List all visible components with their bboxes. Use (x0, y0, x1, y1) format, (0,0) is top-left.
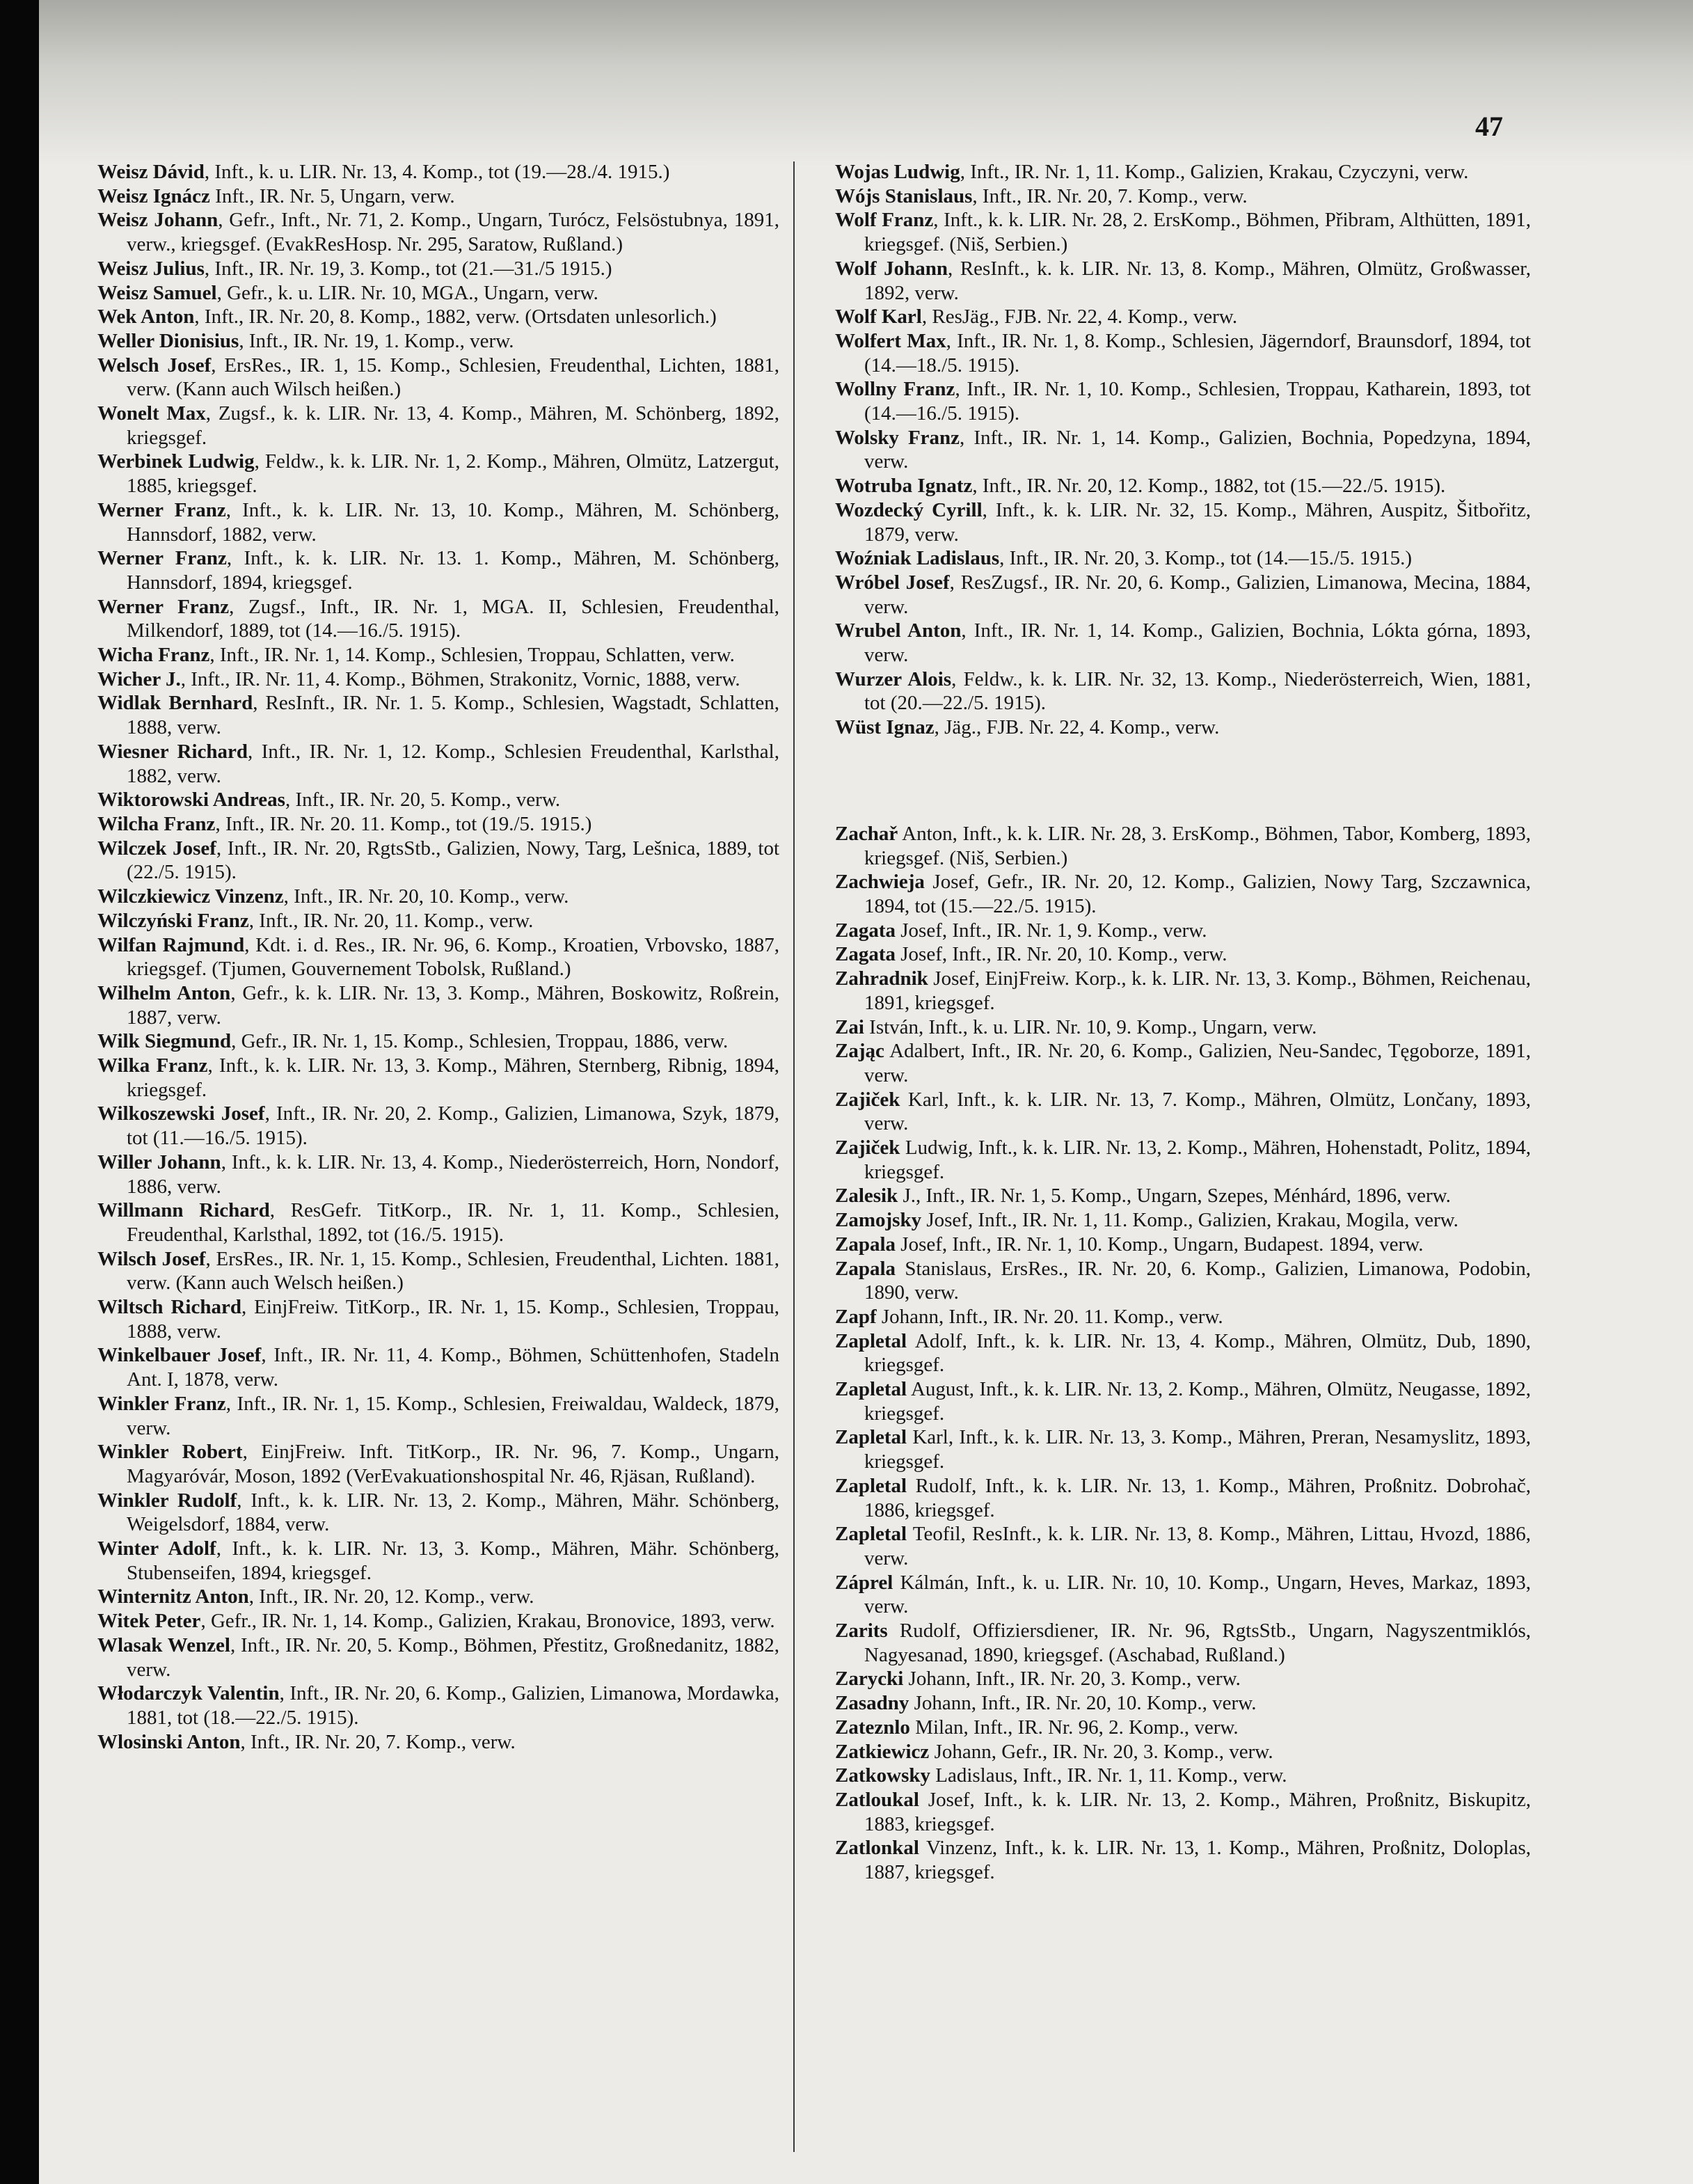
entry-name: Wilsch Josef (97, 1247, 206, 1270)
entry-details: Johann, Gefr., IR. Nr. 20, 3. Komp., verw. (929, 1740, 1273, 1763)
entry-details: , Inft., k. k. LIR. Nr. 13, 3. Komp., Mähren, Mähr. Schönberg, Stubenseifen, 1894, kriegsgef. (127, 1537, 779, 1584)
register-entry (97, 281, 779, 306)
entry-name: Zatlonkal (835, 1837, 919, 1860)
register-entry (97, 1681, 779, 1730)
entry-name: Woźniak Ladislaus (835, 547, 1000, 570)
entry-details: Rudolf, Offiziersdiener, IR. Nr. 96, RgtsStb., Ungarn, Nagyszentmiklós, Nagyesanad, 1890, kriegsgef. (Aschabad, Rußland.) (864, 1620, 1531, 1666)
entry-details: , Inft., IR. Nr. 1, 14. Komp., Galizien, Bochnia, Lókta górna, 1893, verw. (864, 619, 1532, 667)
entry-details: Rudolf, Inft., k. k. LIR. Nr. 13, 1. Komp., Mähren, Proßnitz. Dobrohač, 1886, kriegsgef. (864, 1474, 1531, 1521)
entry-details: , ResZugsf., IR. Nr. 20, 6. Komp., Galizien, Limanowa, Mecina, 1884, verw. (864, 571, 1531, 618)
entry-name: Werner Franz (97, 498, 226, 521)
register-entry (835, 546, 1531, 571)
register-entry (97, 1585, 779, 1609)
register-entry (835, 1425, 1531, 1473)
register-entry (97, 546, 779, 594)
entry-details: , Zugsf., k. k. LIR. Nr. 13, 4. Komp., Mähren, M. Schönberg, 1892, kriegsgef. (127, 402, 779, 449)
entry-details: , Inft., IR. Nr. 20, 7. Komp., verw. (972, 184, 1248, 207)
entry-details: , Inft., IR. Nr. 1, 10. Komp., Schlesien, Troppau, Katharein, 1893, tot (14.—16./5. 1915). (864, 378, 1531, 425)
entry-details: , ErsRes., IR. Nr. 1, 15. Komp., Schlesien, Freudenthal, Lichten. 1881, verw. (Kann auch Welsch heißen.) (127, 1247, 779, 1295)
entry-name: Weisz Dávid (97, 161, 205, 183)
register-entry (97, 1295, 779, 1343)
entry-name: Wilczek Josef (97, 837, 216, 860)
register-entry (835, 1474, 1531, 1522)
register-entry (97, 740, 779, 788)
entry-details: Vinzenz, Inft., k. k. LIR. Nr. 13, 1. Komp., Mähren, Proßnitz, Doloplas, 1887, kriegsgef. (864, 1837, 1531, 1884)
register-entry (97, 1029, 779, 1054)
entry-details: Josef, Inft., k. k. LIR. Nr. 13, 2. Komp., Mähren, Proßnitz, Biskupitz, 1883, kriegsgef. (864, 1789, 1531, 1835)
entry-details: , ErsRes., IR. 1, 15. Komp., Schlesien, Freudenthal, Lichten, 1881, verw. (Kann auch Wilsch heißen.) (127, 354, 779, 401)
register-entry (835, 1691, 1531, 1716)
register-entry (97, 837, 779, 885)
entry-details: , Kdt. i. d. Res., IR. Nr. 96, 6. Komp., Kroatien, Vrbovsko, 1887, kriegsgef. (Tjumen, Gouvernement Tobolsk, Rußland.) (127, 933, 779, 981)
entry-details: , Inft., IR. Nr. 1, 14. Komp., Schlesien, Troppau, Schlatten, verw. (209, 644, 735, 667)
column-divider (793, 161, 795, 2152)
register-entry (97, 667, 779, 692)
register-entry (835, 377, 1531, 425)
entry-details: , Inft., IR. Nr. 1, 15. Komp., Schlesien, Freiwaldau, Waldeck, 1879, verw. (127, 1392, 780, 1439)
entry-details: , Inft., k. k. LIR. Nr. 28, 2. ErsKomp., Böhmen, Přibram, Althütten, 1891, kriegsgef. (Niš, Serbien.) (864, 209, 1532, 256)
entry-name: Wlasak Wenzel (97, 1633, 230, 1656)
entry-name: Wolfert Max (835, 329, 946, 352)
register-entry (835, 822, 1531, 870)
entry-name: Wolf Franz (835, 209, 934, 232)
entry-name: Wolf Karl (835, 306, 922, 329)
entry-name: Weisz Ignácz (97, 184, 210, 207)
entry-name: Zachař (835, 822, 898, 845)
entry-details: , Inft., IR. Nr. 20, 11. Komp., verw. (248, 909, 534, 932)
register-entry (835, 619, 1531, 667)
entry-details: , Gefr., IR. Nr. 1, 14. Komp., Galizien, Krakau, Bronovice, 1893, verw. (200, 1610, 775, 1633)
entry-name: Werner Franz (97, 595, 230, 618)
entry-details: , Inft., IR. Nr. 1, 14. Komp., Galizien, Bochnia, Popedzyna, 1894, verw. (864, 426, 1531, 473)
entry-details: , Inft., IR. Nr. 20, 12. Komp., verw. (248, 1585, 534, 1608)
entry-name: Wilczkiewicz Vinzenz (97, 885, 284, 908)
register-entry (835, 1377, 1531, 1425)
entry-details: Johann, Inft., IR. Nr. 20, 10. Komp., verw. (909, 1692, 1257, 1715)
entry-details: , Inft., IR. Nr. 20, 3. Komp., tot (14.—15./5. 1915.) (999, 547, 1412, 570)
entry-details: , Inft., IR. Nr. 1, 11. Komp., Galizien, Krakau, Czyczyni, verw. (960, 161, 1469, 183)
entry-name: Werbinek Ludwig (97, 450, 255, 473)
entry-details: , ResJäg., FJB. Nr. 22, 4. Komp., verw. (921, 306, 1238, 329)
register-entry (835, 426, 1531, 474)
register-entry (97, 1343, 779, 1391)
entry-name: Wilczyński Franz (97, 909, 249, 932)
entry-details: , Inft., IR. Nr. 20, 12. Komp., 1882, tot (15.—22./5. 1915). (972, 475, 1446, 498)
register-entry (835, 329, 1531, 377)
entry-details: Ladislaus, Inft., IR. Nr. 1, 11. Komp., verw. (930, 1764, 1287, 1787)
entry-name: Widlak Bernhard (97, 692, 253, 715)
register-entry (97, 402, 779, 450)
scan-left-edge (0, 0, 39, 2184)
entry-name: Zarycki (835, 1668, 904, 1691)
entry-details: , Inft., IR. Nr. 20, 5. Komp., verw. (285, 789, 561, 812)
entry-name: Zając (835, 1040, 884, 1063)
entry-details: , Inft., IR. Nr. 20, 5. Komp., Böhmen, Přestitz, Großnedanitz, 1882, verw. (127, 1633, 779, 1681)
entry-details: , Inft., k. k. LIR. Nr. 13, 2. Komp., Mähren, Mähr. Schönberg, Weigelsdorf, 1884, verw. (127, 1489, 779, 1536)
entry-name: Zachwieja (835, 871, 925, 894)
entry-name: Wüst Ignaz (835, 716, 935, 739)
entry-name: Zamojsky (835, 1209, 922, 1232)
entry-details: J., Inft., IR. Nr. 1, 5. Komp., Ungarn, Szepes, Ménhárd, 1896, verw. (898, 1185, 1451, 1208)
entry-name: Włodarczyk Valentin (97, 1682, 280, 1705)
entry-name: Winkelbauer Josef (97, 1344, 262, 1367)
register-entry (835, 257, 1531, 305)
section-gap (835, 740, 1531, 822)
entry-details: , Inft., IR. Nr. 11, 4. Komp., Böhmen, Schüttenhofen, Stadeln Ant. I, 1878, verw. (127, 1344, 779, 1391)
left-column (97, 160, 779, 1754)
entry-name: Wiltsch Richard (97, 1296, 241, 1319)
entry-name: Weller Dionisius (97, 329, 239, 352)
entry-details: Adolf, Inft., k. k. LIR. Nr. 13, 4. Komp., Mähren, Olmütz, Dub, 1890, kriegsgef. (864, 1329, 1531, 1377)
entry-details: August, Inft., k. k. LIR. Nr. 13, 2. Komp., Mähren, Olmütz, Neugasse, 1892, kriegsgef. (864, 1378, 1531, 1425)
register-entry (97, 981, 779, 1029)
register-entry (97, 498, 779, 546)
entry-details: , Inft., IR. Nr. 20, 7. Komp., verw. (240, 1730, 516, 1753)
entry-details: , Inft., k. u. LIR. Nr. 13, 4. Komp., tot (19.—28./4. 1915.) (204, 161, 670, 183)
register-entry (835, 1571, 1531, 1619)
entry-details: , Gefr., Inft., Nr. 71, 2. Komp., Ungarn, Turócz, Felsöstubnya, 1891, verw., kriegsgef. (EvakResHosp. Nr. 295, Saratow, Rußland.) (127, 209, 779, 256)
entry-details: Teofil, ResInft., k. k. LIR. Nr. 13, 8. Komp., Mähren, Littau, Hvozd, 1886, verw. (864, 1523, 1531, 1569)
entry-name: Zagata (835, 919, 896, 942)
entry-name: Willmann Richard (97, 1199, 270, 1222)
entry-name: Weisz Julius (97, 257, 205, 280)
register-entry (835, 498, 1531, 546)
entry-details: , Inft., k. k. LIR. Nr. 32, 15. Komp., Mähren, Auspitz, Šitbořitz, 1879, verw. (864, 498, 1531, 546)
register-entry (835, 1667, 1531, 1691)
register-entry (97, 1489, 779, 1537)
entry-name: Wróbel Josef (835, 571, 950, 594)
entry-name: Willer Johann (97, 1150, 221, 1173)
entry-name: Zapletal (835, 1523, 907, 1546)
register-entry (835, 1257, 1531, 1305)
entry-details: , Inft., k. k. LIR. Nr. 13, 3. Komp., Mähren, Sternberg, Ribnig, 1894, kriegsgef. (127, 1054, 779, 1101)
register-entry (835, 160, 1531, 184)
entry-name: Zasadny (835, 1692, 909, 1715)
entry-name: Weisz Johann (97, 209, 218, 232)
register-entry (835, 919, 1531, 943)
entry-details: , Inft., IR. Nr. 19, 1. Komp., verw. (239, 329, 514, 352)
entry-name: Wollny Franz (835, 378, 955, 401)
register-entry (97, 788, 779, 812)
register-entry (97, 885, 779, 909)
entry-name: Werner Franz (97, 547, 227, 570)
register-entry (835, 1136, 1531, 1184)
entry-details: , Inft., IR. Nr. 20, 8. Komp., 1882, verw. (Ortsdaten unlesorlich.) (194, 306, 717, 329)
entry-name: Zatloukal (835, 1789, 919, 1811)
entry-name: Wotruba Ignatz (835, 475, 973, 498)
entry-name: Wilkoszewski Josef (97, 1102, 265, 1125)
entry-name: Zai (835, 1015, 864, 1038)
entry-details: , Gefr., k. k. LIR. Nr. 13, 3. Komp., Mähren, Boskowitz, Roßrein, 1887, verw. (127, 981, 780, 1029)
entry-name: Zatkiewicz (835, 1740, 930, 1763)
entry-name: Winter Adolf (97, 1537, 216, 1560)
entry-name: Wiktorowski Andreas (97, 789, 285, 812)
entry-name: Zapala (835, 1233, 896, 1256)
register-entry (97, 909, 779, 933)
entry-name: Winternitz Anton (97, 1585, 249, 1608)
entry-name: Wonelt Max (97, 402, 206, 425)
register-entry (835, 1836, 1531, 1884)
register-entry (835, 1039, 1531, 1087)
entry-details: Johann, Inft., IR. Nr. 20. 11. Komp., verw. (876, 1305, 1223, 1328)
entry-name: Wicher J. (97, 667, 181, 690)
register-entry (835, 1716, 1531, 1740)
entry-name: Witek Peter (97, 1610, 201, 1633)
entry-name: Wiesner Richard (97, 740, 248, 763)
entry-name: Zapala (835, 1257, 896, 1280)
entry-name: Zarits (835, 1620, 888, 1643)
entry-name: Zahradnik (835, 967, 928, 990)
entry-details: , Jäg., FJB. Nr. 22, 4. Komp., verw. (934, 716, 1220, 739)
register-entry (835, 1015, 1531, 1040)
register-entry (97, 450, 779, 498)
entry-details: , Inft., k. k. LIR. Nr. 13, 4. Komp., Niederösterreich, Horn, Nondorf, 1886, verw. (127, 1150, 779, 1198)
register-entry (835, 1329, 1531, 1377)
register-entry (835, 305, 1531, 329)
register-entry (835, 715, 1531, 740)
register-entry (97, 257, 779, 281)
entry-details: Karl, Inft., k. k. LIR. Nr. 13, 7. Komp., Mähren, Olmütz, Lončany, 1893, verw. (864, 1088, 1531, 1135)
entry-details: , Zugsf., Inft., IR. Nr. 1, MGA. II, Schlesien, Freudenthal, Milkendorf, 1889, tot (14.—16./5. 1915). (127, 595, 779, 642)
entry-details: , Inft., k. k. LIR. Nr. 13. 1. Komp., Mähren, M. Schönberg, Hannsdorf, 1894, kriegsgef. (127, 547, 780, 594)
entry-details: , Inft., IR. Nr. 20, RgtsStb., Galizien, Nowy, Targ, Lešnica, 1889, tot (22./5. 1915). (127, 837, 779, 884)
register-entry (97, 1609, 779, 1633)
scan-top-shadow (39, 0, 1693, 167)
register-entry (97, 1247, 779, 1295)
register-entry (835, 208, 1531, 256)
register-entry (97, 1392, 779, 1440)
entry-name: Zateznlo (835, 1716, 910, 1739)
register-entry (835, 571, 1531, 619)
entry-name: Zajiček (835, 1088, 900, 1111)
entry-name: Winkler Robert (97, 1441, 243, 1464)
register-entry (97, 354, 779, 402)
right-column (835, 160, 1531, 1885)
entry-details: , Inft., k. k. LIR. Nr. 13, 10. Komp., Mähren, M. Schönberg, Hannsdorf, 1882, verw. (127, 498, 780, 546)
entry-name: Zapletal (835, 1329, 907, 1352)
register-entry (97, 595, 779, 643)
entry-details: , Inft., IR. Nr. 20, 10. Komp., verw. (283, 885, 569, 908)
register-entry (97, 1537, 779, 1585)
entry-name: Welsch Josef (97, 354, 212, 377)
entry-details: Josef, Inft., IR. Nr. 1, 9. Komp., verw. (896, 919, 1207, 942)
register-entry (835, 1233, 1531, 1257)
entry-name: Wilk Siegmund (97, 1030, 232, 1053)
entry-name: Wicha Franz (97, 644, 210, 667)
register-entry (835, 967, 1531, 1015)
entry-name: Wójs Stanislaus (835, 184, 973, 207)
entry-details: , Feldw., k. k. LIR. Nr. 1, 2. Komp., Mähren, Olmütz, Latzergut, 1885, kriegsgef. (127, 450, 779, 498)
entry-details: , Gefr., IR. Nr. 1, 15. Komp., Schlesien, Troppau, 1886, verw. (231, 1030, 729, 1053)
entry-details: , Inft., IR. Nr. 20, 6. Komp., Galizien, Limanowa, Mordawka, 1881, tot (18.—22./5. 1915). (127, 1682, 780, 1729)
register-entry (835, 1305, 1531, 1329)
entry-details: , EinjFreiw. TitKorp., IR. Nr. 1, 15. Komp., Schlesien, Troppau, 1888, verw. (127, 1296, 779, 1343)
entry-details: , ResGefr. TitKorp., IR. Nr. 1, 11. Komp., Schlesien, Freudenthal, Karlsthal, 1892, tot (16./5. 1915). (127, 1199, 780, 1246)
register-entry (97, 1054, 779, 1102)
entry-details: Kálmán, Inft., k. u. LIR. Nr. 10, 10. Komp., Ungarn, Heves, Markaz, 1893, verw. (864, 1571, 1531, 1618)
entry-name: Zapf (835, 1305, 877, 1328)
entry-details: , Inft., IR. Nr. 20, 2. Komp., Galizien, Limanowa, Szyk, 1879, tot (11.—16./5. 1915). (127, 1102, 779, 1150)
entry-details: Stanislaus, ErsRes., IR. Nr. 20, 6. Komp., Galizien, Limanowa, Podobin, 1890, verw. (864, 1257, 1531, 1304)
entry-name: Winkler Franz (97, 1392, 226, 1415)
entry-name: Zapletal (835, 1378, 907, 1401)
entry-details: Josef, Inft., IR. Nr. 1, 11. Komp., Galizien, Krakau, Mogila, verw. (921, 1209, 1458, 1232)
entry-name: Wilhelm Anton (97, 981, 231, 1004)
register-entry (835, 942, 1531, 967)
entry-name: Wojas Ludwig (835, 161, 960, 183)
register-entry (835, 1740, 1531, 1764)
entry-name: Wilka Franz (97, 1054, 208, 1077)
register-entry (835, 1764, 1531, 1788)
register-entry (97, 1102, 779, 1150)
entry-details: Josef, EinjFreiw. Korp., k. k. LIR. Nr. 13, 3. Komp., Böhmen, Reichenau, 1891, kriegsgef. (864, 967, 1531, 1014)
entry-details: , Inft., IR. Nr. 19, 3. Komp., tot (21.—31./5 1915.) (204, 257, 612, 280)
register-entry (97, 305, 779, 329)
entry-name: Wilfan Rajmund (97, 933, 245, 956)
entry-details: Milan, Inft., IR. Nr. 96, 2. Komp., verw. (909, 1716, 1239, 1739)
register-entry (835, 667, 1531, 715)
entry-name: Wurzer Alois (835, 667, 952, 690)
register-entry (97, 1440, 779, 1488)
entry-details: , ResInft., IR. Nr. 1. 5. Komp., Schlesien, Wagstadt, Schlatten, 1888, verw. (127, 692, 779, 739)
register-entry (97, 1633, 779, 1681)
register-entry (835, 474, 1531, 498)
register-entry (835, 870, 1531, 918)
entry-details: Johann, Inft., IR. Nr. 20, 3. Komp., verw. (903, 1668, 1241, 1691)
register-entry (835, 1522, 1531, 1570)
entry-details: , Gefr., k. u. LIR. Nr. 10, MGA., Ungarn, verw. (216, 281, 598, 304)
entry-name: Zajiček (835, 1137, 900, 1160)
entry-details: , Inft., IR. Nr. 1, 8. Komp., Schlesien, Jägerndorf, Braunsdorf, 1894, tot (14.—18./5. 1915). (864, 329, 1531, 377)
entry-details: Josef, Inft., IR. Nr. 20, 10. Komp., verw. (896, 943, 1227, 966)
entry-name: Wolf Johann (835, 257, 948, 280)
register-entry (97, 643, 779, 667)
entry-name: Wlosinski Anton (97, 1730, 241, 1753)
entry-details: Josef, Inft., IR. Nr. 1, 10. Komp., Ungarn, Budapest. 1894, verw. (896, 1233, 1424, 1256)
entry-details: Adalbert, Inft., IR. Nr. 20, 6. Komp., Galizien, Neu-Sandec, Tęgoborze, 1891, verw. (864, 1040, 1531, 1086)
entry-details: István, Inft., k. u. LIR. Nr. 10, 9. Komp., Ungarn, verw. (864, 1015, 1317, 1038)
page-number: 47 (1475, 111, 1503, 142)
entry-name: Weisz Samuel (97, 281, 217, 304)
register-entry (97, 184, 779, 209)
register-entry (97, 933, 779, 981)
register-entry (97, 160, 779, 184)
entry-name: Zatkowsky (835, 1764, 930, 1787)
entry-details: Karl, Inft., k. k. LIR. Nr. 13, 3. Komp., Mähren, Preran, Nesamyslitz, 1893, kriegsgef. (864, 1426, 1531, 1473)
register-entry (835, 1184, 1531, 1208)
entry-details: , EinjFreiw. Inft. TitKorp., IR. Nr. 96, 7. Komp., Ungarn, Magyaróvár, Moson, 1892 (VerEvakuationshospital Nr. 46, Rjäsan, Rußland). (127, 1441, 779, 1487)
entry-details: Ludwig, Inft., k. k. LIR. Nr. 13, 2. Komp., Mähren, Hohenstadt, Politz, 1894, kriegsgef. (864, 1137, 1531, 1183)
entry-name: Wozdecký Cyrill (835, 498, 983, 521)
entry-name: Wek Anton (97, 306, 195, 329)
register-entry (97, 1730, 779, 1755)
entry-name: Wilcha Franz (97, 812, 216, 835)
entry-details: Josef, Gefr., IR. Nr. 20, 12. Komp., Galizien, Nowy Targ, Szczawnica, 1894, tot (15.—22./5. 1915). (864, 871, 1531, 917)
register-entry (97, 208, 779, 256)
entry-details: , Inft., IR. Nr. 11, 4. Komp., Böhmen, Strakonitz, Vornic, 1888, verw. (180, 667, 740, 690)
entry-name: Winkler Rudolf (97, 1489, 237, 1512)
entry-name: Záprel (835, 1571, 893, 1594)
entry-name: Zalesik (835, 1185, 898, 1208)
register-entry (97, 1150, 779, 1198)
entry-details: , Inft., IR. Nr. 20. 11. Komp., tot (19./5. 1915.) (215, 812, 592, 835)
entry-details: Inft., IR. Nr. 5, Ungarn, verw. (209, 184, 455, 207)
register-entry (97, 329, 779, 354)
register-entry (835, 1208, 1531, 1233)
entry-details: Anton, Inft., k. k. LIR. Nr. 28, 3. ErsKomp., Böhmen, Tabor, Komberg, 1893, kriegsgef. (Niš, Serbien.) (864, 822, 1531, 869)
register-entry (97, 691, 779, 739)
register-entry (835, 1619, 1531, 1667)
register-entry (97, 812, 779, 837)
entry-name: Wolsky Franz (835, 426, 960, 449)
register-entry (97, 1198, 779, 1247)
entry-name: Zapletal (835, 1474, 907, 1497)
register-entry (835, 184, 1531, 209)
entry-details: , Feldw., k. k. LIR. Nr. 32, 13. Komp., Niederösterreich, Wien, 1881, tot (20.—22./5. 1915). (864, 667, 1531, 715)
entry-name: Zapletal (835, 1426, 907, 1449)
entry-name: Zagata (835, 943, 896, 966)
register-entry (835, 1788, 1531, 1836)
entry-details: , Inft., IR. Nr. 1, 12. Komp., Schlesien Freudenthal, Karlsthal, 1882, verw. (127, 740, 779, 787)
entry-name: Wrubel Anton (835, 619, 962, 642)
register-entry (835, 1088, 1531, 1136)
entry-details: , ResInft., k. k. LIR. Nr. 13, 8. Komp., Mähren, Olmütz, Großwasser, 1892, verw. (864, 257, 1531, 304)
